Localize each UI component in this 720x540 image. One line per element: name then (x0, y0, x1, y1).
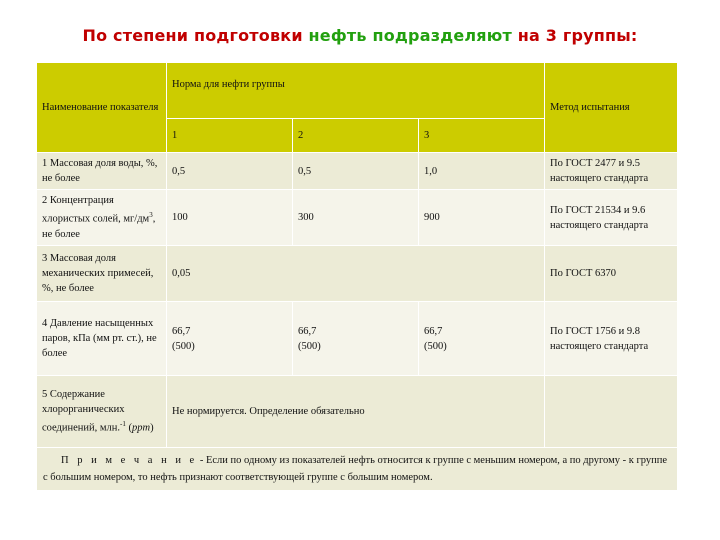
row-2-indicator-text: 2 Концентрация хлористых солей, мг/дм (42, 195, 150, 225)
row-1-group-3: 1,0 (419, 153, 545, 190)
row-1-indicator: 1 Массовая доля воды, %, не более (37, 153, 167, 190)
title-part-1: По степени подготовки (82, 26, 309, 45)
row-3-method: По ГОСТ 6370 (545, 246, 678, 302)
row-2-group-1: 100 (167, 190, 293, 246)
row-1-group-1: 0,5 (167, 153, 293, 190)
row-3-value: 0,05 (167, 246, 545, 302)
oil-groups-table (36, 62, 678, 491)
table-note (37, 448, 678, 491)
table-row (37, 302, 678, 376)
header-group-3: 3 (419, 119, 545, 153)
table-row (37, 153, 678, 190)
row-2-indicator (37, 190, 167, 246)
note-row (37, 448, 678, 491)
row-4-group-1 (167, 302, 293, 376)
row-5-paren-open: ( (125, 422, 133, 434)
row-5-value: Не нормируется. Определение обязательно (167, 376, 545, 448)
row-4-group-1-kpa: 66,7 (172, 325, 191, 337)
row-4-method: По ГОСТ 1756 и 9.8 настоящего стандарта (545, 302, 678, 376)
row-4-group-3-kpa: 66,7 (424, 325, 443, 337)
row-1-group-2: 0,5 (293, 153, 419, 190)
note-text: - Если по одному из показателей нефть относится к группе с меньшим номером, а по другому - к группе с большим номером, то нефть признают соответствующей группе с большим номером. (43, 455, 668, 483)
row-5-indicator-text: 5 Содержание хлорорганических соединений, млн. (42, 389, 125, 434)
row-1-method: По ГОСТ 2477 и 9.5 настоящего стандарта (545, 153, 678, 190)
row-2-group-2: 300 (293, 190, 419, 246)
row-4-group-2 (293, 302, 419, 376)
row-5-method (545, 376, 678, 448)
table-row (37, 246, 678, 302)
row-2-group-3: 900 (419, 190, 545, 246)
header-indicator: Наименование показателя (37, 63, 167, 153)
row-4-group-3 (419, 302, 545, 376)
title-part-2: нефть подразделяют (308, 26, 512, 45)
row-5-indicator-sup: -1 (120, 420, 126, 429)
row-4-group-3-mmhg: (500) (424, 340, 447, 352)
header-method: Метод испытания (545, 63, 678, 153)
row-2-indicator-sup: 3 (149, 211, 153, 220)
page-title (0, 26, 720, 45)
table-row (37, 190, 678, 246)
header-row (37, 63, 678, 119)
row-5-paren-close: ) (150, 422, 154, 434)
row-2-indicator-tail: , не более (42, 213, 156, 240)
header-group-1: 1 (167, 119, 293, 153)
header-norm-group: Норма для нефти группы (167, 63, 545, 119)
row-4-group-2-mmhg: (500) (298, 340, 321, 352)
row-3-indicator: 3 Массовая доля механических примесей, %, не более (37, 246, 167, 302)
row-4-group-1-mmhg: (500) (172, 340, 195, 352)
row-4-indicator: 4 Давление насыщенных паров, кПа (мм рт. ст.), не более (37, 302, 167, 376)
row-4-group-2-kpa: 66,7 (298, 325, 317, 337)
title-part-3: на 3 группы: (512, 26, 638, 45)
row-5-ppm: ppm (132, 422, 151, 434)
row-2-method: По ГОСТ 21534 и 9.6 настоящего стандарта (545, 190, 678, 246)
table-row (37, 376, 678, 448)
row-5-indicator (37, 376, 167, 448)
header-group-2: 2 (293, 119, 419, 153)
note-label: П р и м е ч а н и е (61, 455, 198, 466)
